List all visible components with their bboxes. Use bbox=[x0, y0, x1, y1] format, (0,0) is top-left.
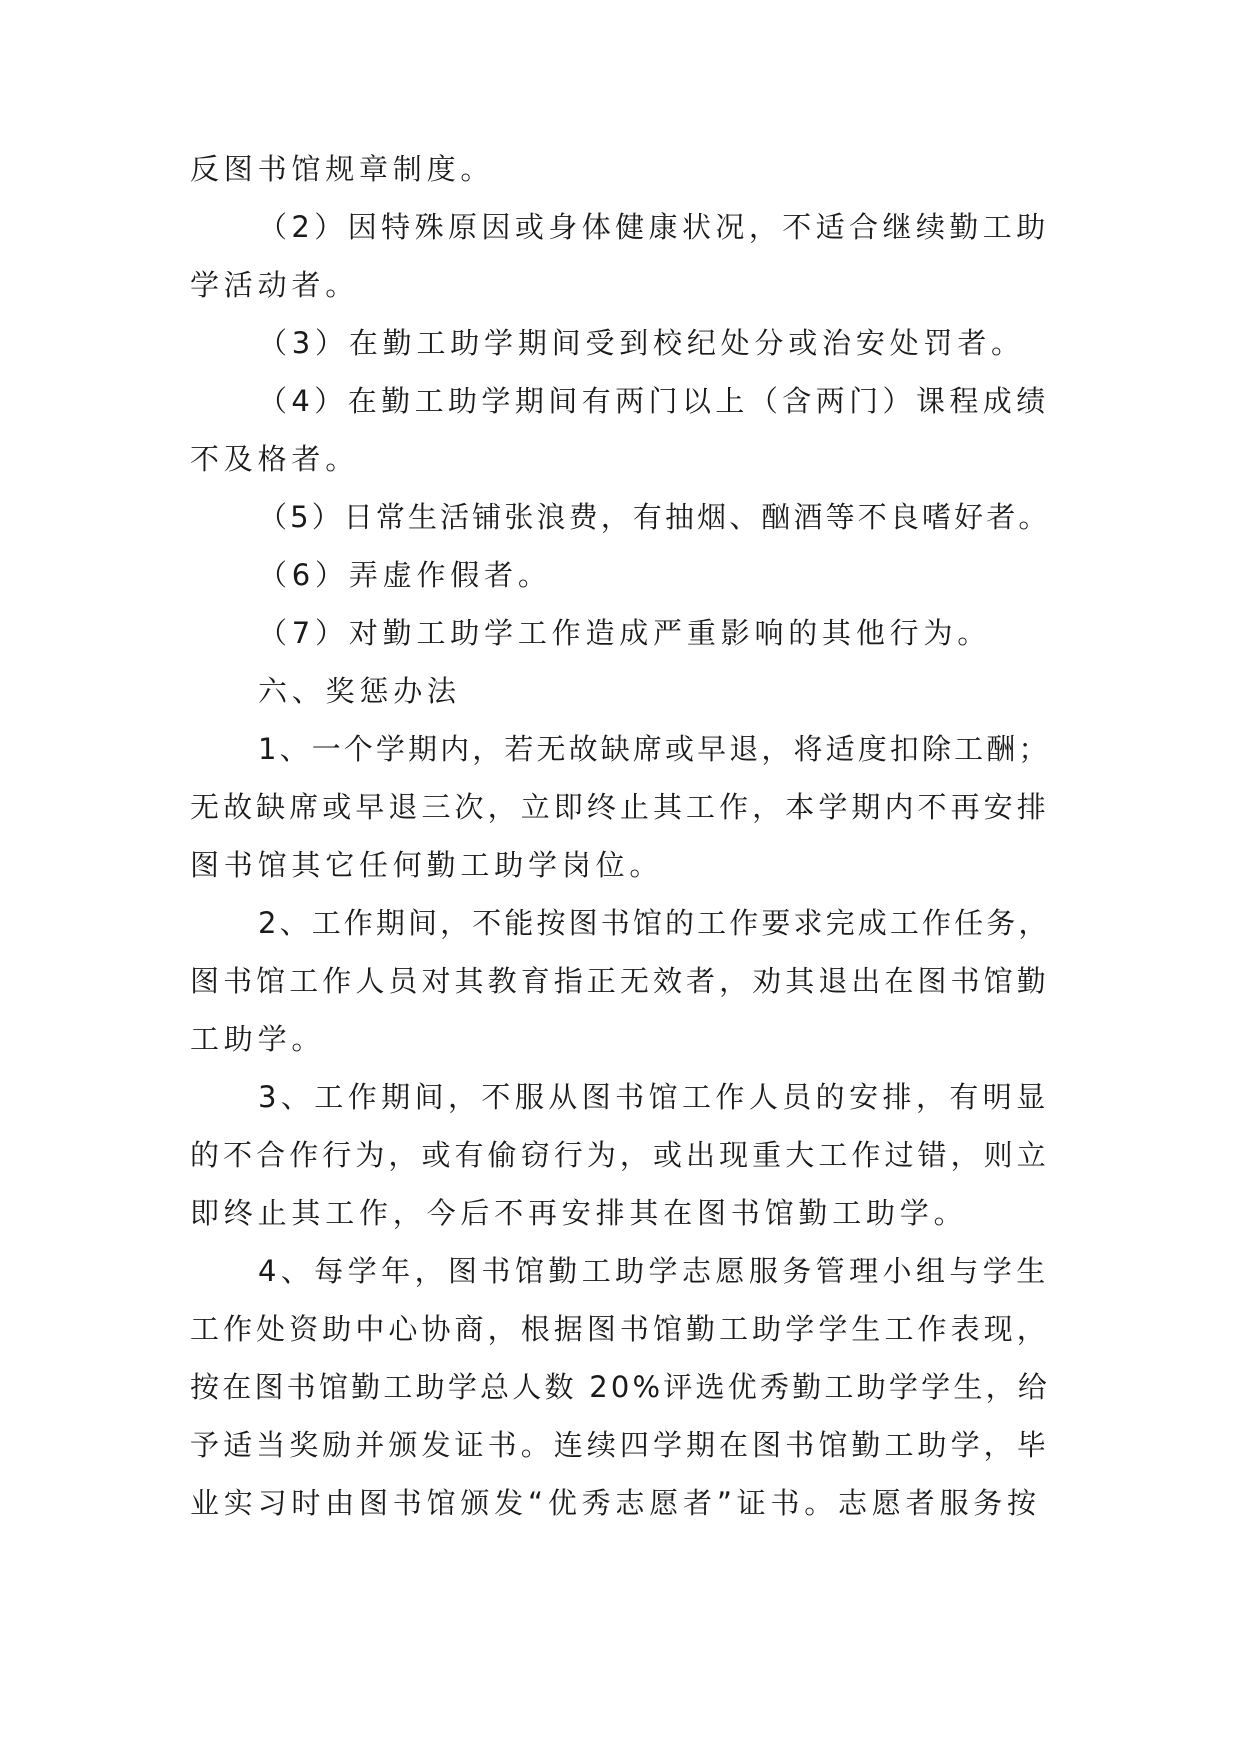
text-line: （4）在勤工助学期间有两门以上（含两门）课程成绩 bbox=[258, 384, 1050, 418]
text-line: 工助学。 bbox=[190, 1022, 326, 1056]
text-line: 1、一个学期内，若无故缺席或早退，将适度扣除工酬； bbox=[258, 732, 1051, 766]
text-line: 图书馆工作人员对其教育指正无效者，劝其退出在图书馆勤 bbox=[190, 964, 1050, 998]
text-line: 2、工作期间，不能按图书馆的工作要求完成工作任务， bbox=[258, 906, 1051, 940]
text-line: （7）对勤工助学工作造成严重影响的其他行为。 bbox=[258, 616, 992, 650]
text-line: 业实习时由图书馆颁发“优秀志愿者”证书。志愿者服务按 bbox=[190, 1486, 1041, 1520]
text-line: （6）弄虚作假者。 bbox=[258, 558, 552, 592]
text-line: 即终止其工作，今后不再安排其在图书馆勤工助学。 bbox=[190, 1196, 968, 1230]
text-line: 的不合作行为，或有偷窃行为，或出现重大工作过错，则立 bbox=[190, 1138, 1050, 1172]
text-line: 工作处资助中心协商，根据图书馆勤工助学学生工作表现， bbox=[190, 1312, 1050, 1346]
text-line: 4、每学年，图书馆勤工助学志愿服务管理小组与学生 bbox=[258, 1254, 1050, 1288]
text-line: 3、工作期间，不服从图书馆工作人员的安排，有明显 bbox=[258, 1080, 1050, 1114]
text-line: 按在图书馆勤工助学总人数 20%评选优秀勤工助学学生，给 bbox=[190, 1370, 1051, 1404]
text-line: 反图书馆规章制度。 bbox=[190, 152, 495, 186]
text-line: 不及格者。 bbox=[190, 442, 360, 476]
text-line: （5）日常生活铺张浪费，有抽烟、酗酒等不良嗜好者。 bbox=[258, 500, 1051, 534]
text-line: 无故缺席或早退三次，立即终止其工作，本学期内不再安排 bbox=[190, 790, 1050, 824]
text-line: 学活动者。 bbox=[190, 268, 360, 302]
text-line: （2）因特殊原因或身体健康状况，不适合继续勤工助 bbox=[258, 210, 1050, 244]
section-heading: 六、奖惩办法 bbox=[258, 674, 461, 708]
text-line: （3）在勤工助学期间受到校纪处分或治安处罚者。 bbox=[258, 326, 1025, 360]
text-line: 予适当奖励并颁发证书。连续四学期在图书馆勤工助学，毕 bbox=[190, 1428, 1050, 1462]
text-line: 图书馆其它任何勤工助学岗位。 bbox=[190, 848, 664, 882]
